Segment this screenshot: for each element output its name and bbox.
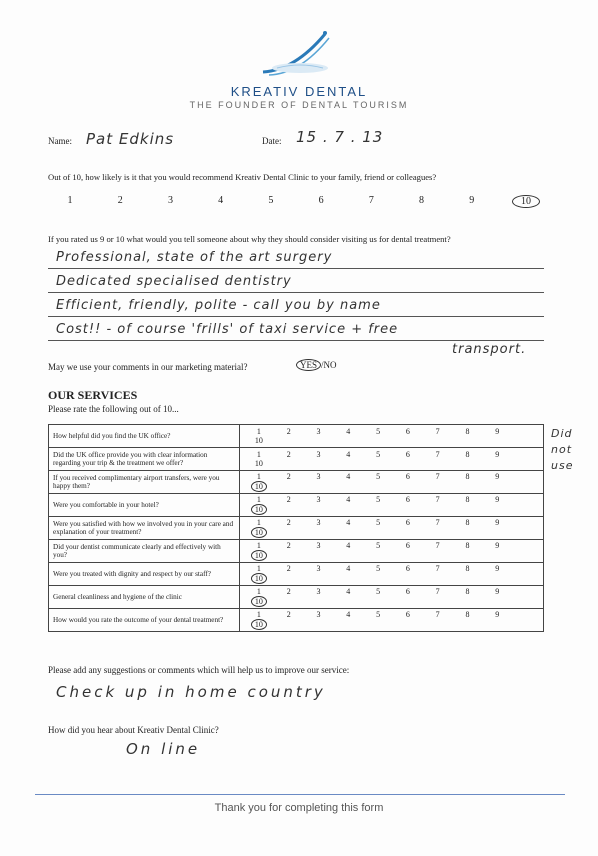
- rating-selected[interactable]: 10: [251, 619, 267, 630]
- services-table: [48, 424, 544, 632]
- rating-scale[interactable]: 1 2 3 4 5 6 7 8 910: [240, 425, 544, 448]
- rating-scale[interactable]: 1 2 3 4 5 6 7 8 910: [240, 586, 544, 609]
- reason-question: If you rated us 9 or 10 what would you tell someone about why they should consider visiting us for dental treatment?: [48, 234, 451, 244]
- rating-selected[interactable]: 10: [254, 436, 263, 445]
- services-subtitle: Please rate the following out of 10...: [48, 404, 179, 414]
- service-question: If you received complimentary airport transfers, were you happy them?: [49, 471, 240, 494]
- brand-tagline: THE FOUNDER OF DENTAL TOURISM: [189, 100, 409, 110]
- rating-selected[interactable]: 10: [251, 573, 267, 584]
- ruled-line: [48, 292, 544, 293]
- rating-scale[interactable]: 1 2 3 4 5 6 7 8 910: [240, 609, 544, 632]
- services-heading: OUR SERVICES: [48, 388, 138, 402]
- ruled-line: [48, 340, 544, 341]
- rating-scale[interactable]: 1 2 3 4 5 6 7 8 910: [240, 517, 544, 540]
- table-row: [49, 540, 544, 563]
- rating-selected[interactable]: 10: [251, 527, 267, 538]
- logo-icon: [255, 20, 345, 82]
- no-option[interactable]: NO: [323, 360, 337, 370]
- yes-option-selected[interactable]: YES: [296, 359, 321, 371]
- suggestions-label: Please add any suggestions or comments which will help us to improve our service:: [48, 665, 350, 675]
- scale-option[interactable]: 4: [218, 195, 224, 206]
- table-row: [49, 425, 544, 448]
- yes-no-choice[interactable]: [296, 359, 337, 371]
- scale-option[interactable]: 9: [469, 195, 475, 206]
- scale-option[interactable]: 5: [268, 195, 274, 206]
- rating-scale[interactable]: 1 2 3 4 5 6 7 8 910: [240, 494, 544, 517]
- yes-no-separator: /: [321, 360, 324, 370]
- service-question: General cleanliness and hygiene of the clinic: [49, 586, 240, 609]
- service-question: How would you rate the outcome of your dental treatment?: [49, 609, 240, 632]
- scale-option[interactable]: 1: [67, 195, 73, 206]
- table-row: [49, 471, 544, 494]
- name-field[interactable]: Pat Edkins: [86, 130, 175, 148]
- scale-option[interactable]: 8: [419, 195, 425, 206]
- scale-option[interactable]: 3: [167, 195, 173, 206]
- source-field[interactable]: On line: [126, 740, 201, 758]
- margin-note: Did not use: [551, 427, 574, 472]
- source-label: How did you hear about Kreativ Dental Clinic?: [48, 725, 219, 735]
- table-row: [49, 563, 544, 586]
- rating-selected[interactable]: 10: [251, 550, 267, 561]
- marketing-question: May we use your comments in our marketing material?: [48, 362, 248, 372]
- reason-line[interactable]: Efficient, friendly, polite - call you by name: [56, 298, 381, 313]
- service-question: How helpful did you find the UK office?: [49, 425, 240, 448]
- rating-selected[interactable]: 10: [254, 459, 263, 468]
- brand-name: KREATIV DENTAL: [230, 84, 368, 99]
- reason-line[interactable]: Cost!! - of course 'frills' of taxi service + free: [56, 322, 399, 337]
- rating-scale[interactable]: 1 2 3 4 5 6 7 8 910: [240, 540, 544, 563]
- reason-line[interactable]: Professional, state of the art surgery: [56, 250, 333, 265]
- rating-selected[interactable]: 10: [251, 481, 267, 492]
- service-question: Did the UK office provide you with clear information regarding your trip & the treatment we offer?: [49, 448, 240, 471]
- footer-divider: [35, 794, 565, 795]
- scale-option[interactable]: 7: [368, 195, 374, 206]
- service-question: Were you comfortable in your hotel?: [49, 494, 240, 517]
- recommend-scale: [60, 195, 540, 208]
- table-row: [49, 448, 544, 471]
- service-question: Did your dentist communicate clearly and effectively with you?: [49, 540, 240, 563]
- name-label: Name:: [48, 136, 72, 146]
- rating-scale[interactable]: 1 2 3 4 5 6 7 8 910: [240, 471, 544, 494]
- rating-scale[interactable]: 1 2 3 4 5 6 7 8 910: [240, 563, 544, 586]
- reason-line-continued[interactable]: transport.: [452, 342, 527, 357]
- date-field[interactable]: 15 . 7 . 13: [296, 128, 384, 146]
- table-row: [49, 609, 544, 632]
- rating-scale[interactable]: 1 2 3 4 5 6 7 8 910: [240, 448, 544, 471]
- table-row: [49, 517, 544, 540]
- scale-option-selected[interactable]: 10: [512, 195, 540, 208]
- scale-option[interactable]: 6: [318, 195, 324, 206]
- service-question: Were you treated with dignity and respect by our staff?: [49, 563, 240, 586]
- ruled-line: [48, 268, 544, 269]
- rating-selected[interactable]: 10: [251, 596, 267, 607]
- table-row: [49, 586, 544, 609]
- footer-text: Thank you for completing this form: [214, 802, 384, 814]
- recommend-question: Out of 10, how likely is it that you would recommend Kreativ Dental Clinic to your family, friend or colleagues?: [48, 172, 437, 182]
- scale-option[interactable]: 2: [117, 195, 123, 206]
- service-question: Were you satisfied with how we involved you in your care and explanation of your treatment?: [49, 517, 240, 540]
- date-label: Date:: [262, 136, 282, 146]
- table-row: [49, 494, 544, 517]
- suggestions-field[interactable]: Check up in home country: [56, 683, 326, 701]
- reason-line[interactable]: Dedicated specialised dentistry: [56, 274, 292, 289]
- ruled-line: [48, 316, 544, 317]
- rating-selected[interactable]: 10: [251, 504, 267, 515]
